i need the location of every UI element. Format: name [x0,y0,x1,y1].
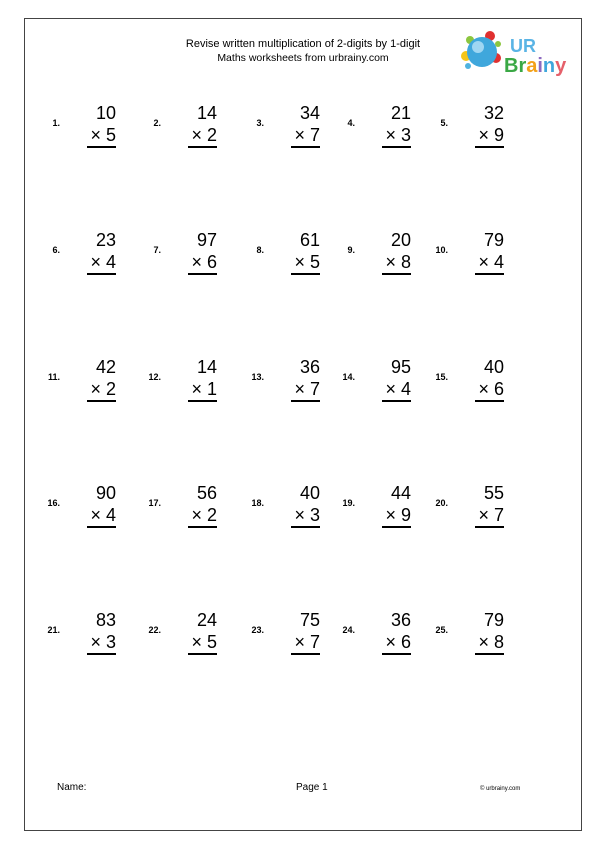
problem-10 [424,227,504,272]
multiplier: × 6 [191,252,217,272]
multiplicand: 14 [196,357,217,377]
problem-4 [331,100,411,145]
multiplier: × 3 [294,505,320,525]
problem-5 [424,100,504,145]
problem-21 [36,607,116,652]
problem-number: 13. [251,372,264,382]
multiplier: × 2 [90,379,116,399]
multiplier: × 4 [478,252,504,272]
answer-line [382,653,411,655]
problem-number: 11. [47,372,60,382]
problem-number: 19. [342,498,355,508]
problem-number: 14. [342,372,355,382]
problem-8 [240,227,320,272]
answer-line [87,653,116,655]
multiplier: × 5 [294,252,320,272]
multiplier: × 9 [385,505,411,525]
multiplicand: 61 [299,230,320,250]
answer-line [475,146,504,148]
multiplicand: 40 [483,357,504,377]
problem-number: 7. [153,245,161,255]
multiplicand: 34 [299,103,320,123]
answer-line [382,526,411,528]
multiplier: × 5 [90,125,116,145]
worksheet-title: Revise written multiplication of 2-digits by 1-digit [185,38,421,50]
multiplier: × 3 [90,632,116,652]
multiplier: × 5 [191,632,217,652]
problem-number: 12. [148,372,161,382]
multiplier: × 6 [478,379,504,399]
multiplier: × 8 [478,632,504,652]
multiplier: × 6 [385,632,411,652]
answer-line [291,273,320,275]
answer-line [87,146,116,148]
problem-2 [137,100,217,145]
multiplicand: 14 [196,103,217,123]
multiplier: × 4 [90,505,116,525]
svg-text:Brainy: Brainy [504,55,567,76]
multiplier: × 4 [90,252,116,272]
multiplier: × 2 [191,505,217,525]
worksheet-subtitle: Maths worksheets from urbrainy.com [217,52,389,64]
problem-7 [137,227,217,272]
problem-number: 24. [342,625,355,635]
problem-number: 8. [256,245,264,255]
multiplier: × 7 [294,125,320,145]
answer-line [475,273,504,275]
problem-number: 5. [440,118,448,128]
multiplicand: 40 [299,483,320,503]
problem-number: 6. [52,245,60,255]
problem-number: 18. [251,498,264,508]
multiplicand: 79 [483,610,504,630]
multiplicand: 10 [95,103,116,123]
answer-line [188,400,217,402]
answer-line [291,400,320,402]
problem-number: 2. [153,118,161,128]
svg-text:UR: UR [510,36,536,56]
answer-line [382,400,411,402]
multiplicand: 32 [483,103,504,123]
problem-22 [137,607,217,652]
multiplicand: 44 [390,483,411,503]
problem-20 [424,480,504,525]
multiplier: × 7 [294,632,320,652]
multiplicand: 23 [95,230,116,250]
problem-14 [331,354,411,399]
problem-number: 9. [347,245,355,255]
problem-number: 3. [256,118,264,128]
problem-12 [137,354,217,399]
answer-line [188,526,217,528]
multiplier: × 7 [478,505,504,525]
multiplier: × 3 [385,125,411,145]
problem-number: 4. [347,118,355,128]
answer-line [87,526,116,528]
multiplier: × 8 [385,252,411,272]
problem-number: 23. [251,625,264,635]
answer-line [188,653,217,655]
multiplicand: 42 [95,357,116,377]
answer-line [475,653,504,655]
answer-line [188,273,217,275]
multiplicand: 55 [483,483,504,503]
answer-line [382,273,411,275]
multiplicand: 95 [390,357,411,377]
multiplicand: 24 [196,610,217,630]
problem-13 [240,354,320,399]
multiplicand: 79 [483,230,504,250]
multiplicand: 21 [390,103,411,123]
multiplicand: 97 [196,230,217,250]
problem-25 [424,607,504,652]
multiplicand: 56 [196,483,217,503]
problem-number: 17. [148,498,161,508]
multiplier: × 1 [191,379,217,399]
problem-3 [240,100,320,145]
problem-number: 25. [435,625,448,635]
multiplicand: 36 [390,610,411,630]
answer-line [291,526,320,528]
problem-23 [240,607,320,652]
multiplicand: 75 [299,610,320,630]
answer-line [382,146,411,148]
answer-line [291,653,320,655]
page-number: Page 1 [296,782,328,793]
problem-9 [331,227,411,272]
multiplicand: 36 [299,357,320,377]
answer-line [291,146,320,148]
urbrainy-logo [460,30,578,76]
multiplier: × 7 [294,379,320,399]
problem-number: 10. [435,245,448,255]
multiplier: × 2 [191,125,217,145]
problem-number: 21. [47,625,60,635]
answer-line [87,273,116,275]
answer-line [475,526,504,528]
multiplicand: 20 [390,230,411,250]
problem-number: 20. [435,498,448,508]
answer-line [188,146,217,148]
problem-number: 16. [47,498,60,508]
problem-number: 1. [52,118,60,128]
answer-line [475,400,504,402]
name-label: Name: [57,782,87,793]
multiplier: × 9 [478,125,504,145]
problem-number: 15. [435,372,448,382]
problem-11 [36,354,116,399]
copyright: © urbrainy.com [480,786,521,792]
multiplier: × 4 [385,379,411,399]
problem-15 [424,354,504,399]
problem-6 [36,227,116,272]
problem-17 [137,480,217,525]
multiplicand: 83 [95,610,116,630]
problem-18 [240,480,320,525]
problem-1 [36,100,116,145]
problem-number: 22. [148,625,161,635]
problem-16 [36,480,116,525]
answer-line [87,400,116,402]
problem-24 [331,607,411,652]
problem-19 [331,480,411,525]
multiplicand: 90 [95,483,116,503]
